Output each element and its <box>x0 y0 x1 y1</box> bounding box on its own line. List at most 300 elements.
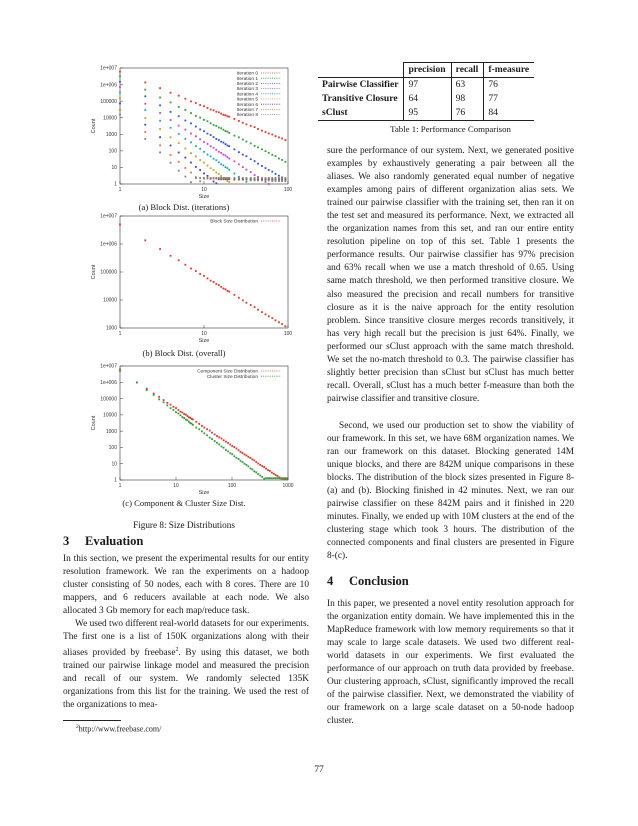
data-point <box>246 169 248 171</box>
data-point <box>190 172 192 174</box>
y-tick-label: 1e+007 <box>100 363 117 370</box>
data-point <box>222 142 224 144</box>
data-point <box>246 123 248 125</box>
data-point <box>278 177 280 179</box>
y-tick-label: 1 <box>114 477 117 484</box>
data-point <box>231 453 233 455</box>
data-point <box>227 442 229 444</box>
data-point <box>203 177 205 179</box>
data-point <box>195 166 197 168</box>
series-0 <box>119 71 286 141</box>
data-point <box>210 155 212 157</box>
data-point <box>233 455 235 457</box>
data-point <box>201 430 203 432</box>
legend-label: Iteration 8 <box>236 113 258 119</box>
data-point <box>119 75 121 77</box>
y-tick-label: 1000 <box>105 325 117 332</box>
data-point <box>233 118 235 120</box>
data-point <box>170 92 172 94</box>
data-point <box>159 97 161 99</box>
data-point <box>275 319 277 321</box>
data-point <box>250 125 252 127</box>
data-point <box>190 122 192 124</box>
data-point <box>144 103 146 105</box>
data-point <box>227 451 229 453</box>
data-point <box>246 302 248 304</box>
data-point <box>227 180 229 182</box>
data-point <box>170 404 172 406</box>
data-point <box>159 144 161 146</box>
data-point <box>184 98 186 100</box>
data-point <box>213 109 215 111</box>
x-tick-label: 10 <box>173 483 179 489</box>
data-point <box>278 136 280 138</box>
data-point <box>181 412 183 414</box>
x-tick-label: 1000 <box>282 483 294 489</box>
x-tick-label: 10 <box>201 331 207 337</box>
data-point <box>275 477 277 479</box>
data-point <box>173 406 175 408</box>
data-point <box>265 177 267 179</box>
data-point <box>159 87 161 89</box>
data-point <box>218 173 220 175</box>
plot-frame <box>120 216 288 328</box>
data-point <box>257 309 259 311</box>
section-heading-evaluation <box>63 534 143 549</box>
data-point <box>170 255 172 257</box>
data-point <box>238 136 240 138</box>
data-point <box>271 177 273 179</box>
x-tick-label: 100 <box>283 187 293 193</box>
data-point <box>222 154 224 156</box>
data-point <box>267 477 269 479</box>
table-header-recall: recall <box>451 63 484 78</box>
data-point <box>158 396 160 398</box>
legend-label: Iteration 2 <box>236 82 258 87</box>
data-point <box>210 109 212 111</box>
data-point <box>233 173 235 175</box>
data-point <box>195 427 197 429</box>
data-point <box>261 476 263 478</box>
data-point <box>119 368 121 370</box>
data-point <box>178 125 180 127</box>
data-point <box>144 95 146 97</box>
data-point <box>221 446 223 448</box>
data-point <box>233 177 235 179</box>
footnote <box>76 724 161 734</box>
data-point <box>220 152 222 154</box>
data-point <box>195 126 197 128</box>
data-point <box>227 145 229 147</box>
data-point <box>269 477 271 479</box>
data-point <box>246 181 248 183</box>
table-caption: Table 1: Performance Comparison <box>390 124 511 134</box>
evaluation-paragraph-2-text-b: . By using this dataset, we both trained our pairwise linkage model and measured the precision and recall of our system. We randomly selected 135K organizations from this list for the training. We used the rest of the organizations to mea- <box>63 648 309 711</box>
data-point <box>203 162 205 164</box>
data-point <box>175 411 177 413</box>
data-point <box>279 477 281 479</box>
data-point <box>207 177 209 179</box>
data-point <box>275 177 277 179</box>
data-point <box>227 115 229 117</box>
data-point <box>257 473 259 475</box>
y-tick-label: 10000 <box>103 297 117 304</box>
data-point <box>216 435 218 437</box>
y-tick-label: 1e+007 <box>100 213 117 220</box>
data-point <box>268 183 270 185</box>
y-tick-label: 1e+006 <box>100 379 117 386</box>
section-title: Conclusion <box>349 574 409 588</box>
data-point <box>254 145 256 147</box>
data-point <box>192 418 194 420</box>
data-point <box>144 109 146 111</box>
data-point <box>184 138 186 140</box>
data-point <box>242 154 244 156</box>
data-point <box>227 290 229 292</box>
data-point <box>210 145 212 147</box>
legend-label: Iteration 1 <box>236 76 258 82</box>
section-title: Evaluation <box>85 534 144 548</box>
chart-component-cluster <box>86 360 296 496</box>
data-point <box>170 102 172 104</box>
data-point <box>280 477 282 479</box>
data-point <box>203 141 205 143</box>
data-point <box>271 477 273 479</box>
y-tick-label: 10 <box>111 461 117 468</box>
data-point <box>284 477 286 479</box>
data-point <box>178 259 180 261</box>
data-point <box>206 428 208 430</box>
data-point <box>159 104 161 106</box>
data-point <box>259 464 261 466</box>
data-point <box>173 409 175 411</box>
data-point <box>242 461 244 463</box>
data-point <box>257 128 259 130</box>
data-point <box>240 460 242 462</box>
evaluation-paragraph-2-text-a: We used two different real-world datasets for our experiments. The first one is a list of 150K organizations along with their aliases provided by freebase <box>63 619 309 659</box>
data-point <box>220 177 222 179</box>
data-point <box>203 173 205 175</box>
data-point <box>119 97 121 99</box>
data-point <box>254 174 256 176</box>
data-point <box>281 177 283 179</box>
data-point <box>218 111 220 113</box>
data-point <box>233 294 235 296</box>
data-point <box>250 304 252 306</box>
section-heading-conclusion <box>327 574 409 589</box>
performance-table <box>318 62 534 121</box>
data-point <box>178 133 180 135</box>
data-point <box>225 130 227 132</box>
data-point <box>284 139 286 141</box>
data-point <box>225 288 227 290</box>
data-point <box>215 182 217 184</box>
data-point <box>255 471 257 473</box>
data-point <box>265 313 267 315</box>
conclusion-paragraph: In this paper, we presented a novel entity resolution approach for the organization entity domain. We have implemented this in the MapReduce framework with low memory requirements so that it may scale to large scale datasets. We used two different real-world datasets in our experiments. We first evaluated the performance of our approach on truth data provided by freebase. Our clustering approach, sClust, significantly improved the recall of the pairwise classifier. Next, we demonstrated the viability of our framework on a large scale dataset on a 50-node hadoop cluster. <box>327 599 574 727</box>
y-axis-label: Count <box>91 264 97 280</box>
table-cell: 63 <box>451 78 484 93</box>
x-axis-label: Size <box>198 194 210 200</box>
table-row-label: Transitive Closure <box>318 92 404 106</box>
data-point <box>273 477 275 479</box>
figure-8c-caption: (c) Component & Cluster Size Dist. <box>122 498 246 508</box>
data-point <box>159 128 161 130</box>
series-7 <box>119 109 286 182</box>
data-point <box>199 169 201 171</box>
data-point <box>213 281 215 283</box>
data-point <box>178 161 180 163</box>
data-point <box>246 464 248 466</box>
data-point <box>261 311 263 313</box>
table-cell: 76 <box>451 106 484 121</box>
data-point <box>275 155 277 157</box>
data-point <box>170 154 172 156</box>
data-point <box>265 477 267 479</box>
data-point <box>223 447 225 449</box>
table-cell: 98 <box>451 92 484 106</box>
data-point <box>215 149 217 151</box>
data-point <box>218 151 220 153</box>
data-point <box>255 461 257 463</box>
legend-label: Block Size Distribution <box>210 219 258 225</box>
data-point <box>271 472 273 474</box>
data-point <box>144 117 146 119</box>
data-point <box>213 124 215 126</box>
table-cell: 95 <box>404 106 451 121</box>
figure-8c-chart <box>86 360 296 496</box>
data-point <box>215 177 217 179</box>
data-point <box>225 177 227 179</box>
data-point <box>233 135 235 137</box>
data-point <box>144 131 146 133</box>
y-tick-label: 1000 <box>105 131 117 138</box>
data-point <box>119 114 121 116</box>
data-point <box>213 147 215 149</box>
data-point <box>228 291 230 293</box>
data-point <box>220 141 222 143</box>
data-point <box>254 126 256 128</box>
data-point <box>199 128 201 130</box>
data-point <box>201 425 203 427</box>
data-point <box>228 169 230 171</box>
table-row-label: Pairwise Classifier <box>318 78 404 93</box>
data-point <box>178 152 180 154</box>
footnote-marker[interactable]: 2 <box>175 647 179 654</box>
data-point <box>281 323 283 325</box>
data-point <box>144 239 146 241</box>
data-point <box>178 95 180 97</box>
legend-label: Iteration 3 <box>236 87 258 93</box>
chart-overall <box>86 210 296 344</box>
data-point <box>268 177 270 179</box>
data-point <box>119 81 121 83</box>
table-header-f-measure: f-measure <box>484 63 534 78</box>
data-point <box>203 130 205 132</box>
data-point <box>229 452 231 454</box>
data-point <box>190 181 192 183</box>
x-tick-label: 1 <box>118 483 122 489</box>
data-point <box>278 158 280 160</box>
data-point <box>199 148 201 150</box>
data-point <box>180 414 182 416</box>
data-point <box>170 127 172 129</box>
data-point <box>233 160 235 162</box>
data-point <box>222 177 224 179</box>
table-cell: 64 <box>404 92 451 106</box>
x-tick-label: 100 <box>227 483 237 489</box>
data-point <box>203 275 205 277</box>
data-point <box>228 116 230 118</box>
data-point <box>203 151 205 153</box>
data-point <box>207 143 209 145</box>
data-point <box>159 136 161 138</box>
data-point <box>225 166 227 168</box>
data-point <box>211 438 213 440</box>
data-point <box>203 105 205 107</box>
data-point <box>238 297 240 299</box>
data-point <box>259 475 261 477</box>
data-point <box>242 452 244 454</box>
data-point <box>184 157 186 159</box>
data-point <box>225 441 227 443</box>
data-point <box>238 449 240 451</box>
data-point <box>211 432 213 434</box>
data-point <box>207 154 209 156</box>
data-point <box>257 177 259 179</box>
table-corner-cell <box>318 63 404 78</box>
data-point <box>170 162 172 164</box>
data-point <box>207 277 209 279</box>
page-number: 77 <box>314 764 324 775</box>
data-point <box>240 451 242 453</box>
table-row <box>318 106 534 121</box>
data-point <box>257 163 259 165</box>
data-point <box>281 138 283 140</box>
data-point <box>263 478 265 480</box>
data-point <box>192 424 194 426</box>
data-point <box>190 133 192 135</box>
x-tick-label: 1 <box>118 187 122 193</box>
data-point <box>247 465 249 467</box>
data-point <box>199 104 201 106</box>
data-point <box>275 474 277 476</box>
data-point <box>195 177 197 179</box>
x-tick-label: 1 <box>118 331 122 337</box>
y-tick-label: 100 <box>108 445 117 452</box>
data-point <box>228 181 230 183</box>
data-point <box>227 156 229 158</box>
data-point <box>246 155 248 157</box>
chart-iterations <box>86 62 296 200</box>
data-point <box>215 138 217 140</box>
data-point <box>225 114 227 116</box>
data-point <box>195 145 197 147</box>
data-point <box>268 133 270 135</box>
evaluation-paragraph-2 <box>63 618 309 712</box>
data-point <box>220 113 222 115</box>
table-cell: 97 <box>404 78 451 93</box>
data-point <box>250 177 252 179</box>
data-point <box>278 175 280 177</box>
data-point <box>198 428 200 430</box>
data-point <box>207 175 209 177</box>
data-point <box>159 120 161 122</box>
data-point <box>242 166 244 168</box>
table-row-label: sClust <box>318 106 404 121</box>
data-point <box>209 437 211 439</box>
data-point <box>282 477 284 479</box>
data-point <box>213 181 215 183</box>
data-point <box>286 477 288 479</box>
footnote-number: 2 <box>76 724 79 730</box>
data-point <box>254 177 256 179</box>
footnote-rule <box>63 720 121 721</box>
data-point <box>246 141 248 143</box>
data-point <box>265 150 267 152</box>
y-axis-label: Count <box>91 415 97 431</box>
table-header-row <box>318 63 534 78</box>
data-point <box>284 161 286 163</box>
data-point <box>195 270 197 272</box>
x-tick-label: 10 <box>201 187 207 193</box>
x-tick-label: 100 <box>283 331 293 337</box>
data-point <box>238 120 240 122</box>
section-number: 3 <box>63 534 70 548</box>
figure-caption: Figure 8: Size Distributions <box>133 520 235 530</box>
table-cell: 84 <box>484 106 534 121</box>
evaluation-paragraph-1: In this section, we present the experimental results for our entity resolution framework. We ran the experiments on a hadoop cluster consisting of 50 nodes, each with 8 cores. There are 10 mappers, and 6 reducers available at each node. We also allocated 3 Gb memory for each map/reduce task. <box>63 554 309 617</box>
data-point <box>190 162 192 164</box>
data-point <box>236 448 238 450</box>
data-point <box>153 394 155 396</box>
data-point <box>249 468 251 470</box>
data-point <box>119 71 121 73</box>
data-point <box>269 470 271 472</box>
y-tick-label: 100000 <box>100 98 117 105</box>
data-point <box>210 177 212 179</box>
data-point <box>218 127 220 129</box>
data-point <box>238 177 240 179</box>
data-point <box>242 299 244 301</box>
right-paragraph-1: sure the performance of our system. Next, we generated positive examples by exhaustively generating a pair between all the aliases. We also randomly generated equal number of negative examples among pairs of different organization alias sets. We trained our pairwise classifier with the training set, then ran it on the test set and measured its performance. Next, we extracted all the organization names from this set, and ran our entire entity resolution pipeline on top of this set. Table 1 presents the performance results. Our pairwise classifier has 97% precision and 63% recall when we use a match threshold of 0.65. Using same match threshold, we then performed transitive closure. We also measured the precision and recall numbers for transitive closure as it is the naive approach for the entity resolution problem. Since transitive closure merges records transitively, it has very high recall but the precision is just 64%. Finally, we performed our sClust approach with the same match threshold. We set the no-match threshold to 0.3. The pairwise classifier has slightly better precision than sClust but sClust has much better recall. Overall, sClust has a much better f-measure than both the pairwise classifier and transitive closure. <box>327 146 574 404</box>
legend-label: Iteration 6 <box>236 102 258 108</box>
data-point <box>227 131 229 133</box>
data-point <box>177 409 179 411</box>
data-point <box>244 463 246 465</box>
right-paragraph-2: Second, we used our production set to show the viability of our framework. In this set, we have 68M organization names. We ran our framework on this dataset. Blocking generated 14M unique blocks, and there are 842M unique comparisons in these blocks. The distribution of the block sizes presented in Figure 8-(a) and (b). Blocking finished in 42 minutes. Next, we ran our pairwise classifier on these 842M pairs and it finished in 220 minutes. Finally, we ended up with 10M clusters at the end of the clustering stage which took 3 hours. The distribution of the connected components and final clusters are presented in Figure 8-(c). <box>327 421 574 562</box>
data-point <box>238 163 240 165</box>
series-1 <box>119 368 288 479</box>
data-point <box>222 129 224 131</box>
data-point <box>203 432 205 434</box>
data-point <box>144 89 146 91</box>
series-8 <box>119 114 286 183</box>
data-point <box>181 416 183 418</box>
data-point <box>218 139 220 141</box>
data-point <box>144 82 146 84</box>
data-point <box>210 134 212 136</box>
y-tick-label: 10000 <box>103 115 117 122</box>
data-point <box>190 152 192 154</box>
data-point <box>222 114 224 116</box>
data-point <box>218 436 220 438</box>
data-point <box>207 165 209 167</box>
data-point <box>184 120 186 122</box>
y-axis-label: Count <box>91 118 97 134</box>
data-point <box>163 401 165 403</box>
footnote-url[interactable]: http://www.freebase.com/ <box>78 724 162 734</box>
